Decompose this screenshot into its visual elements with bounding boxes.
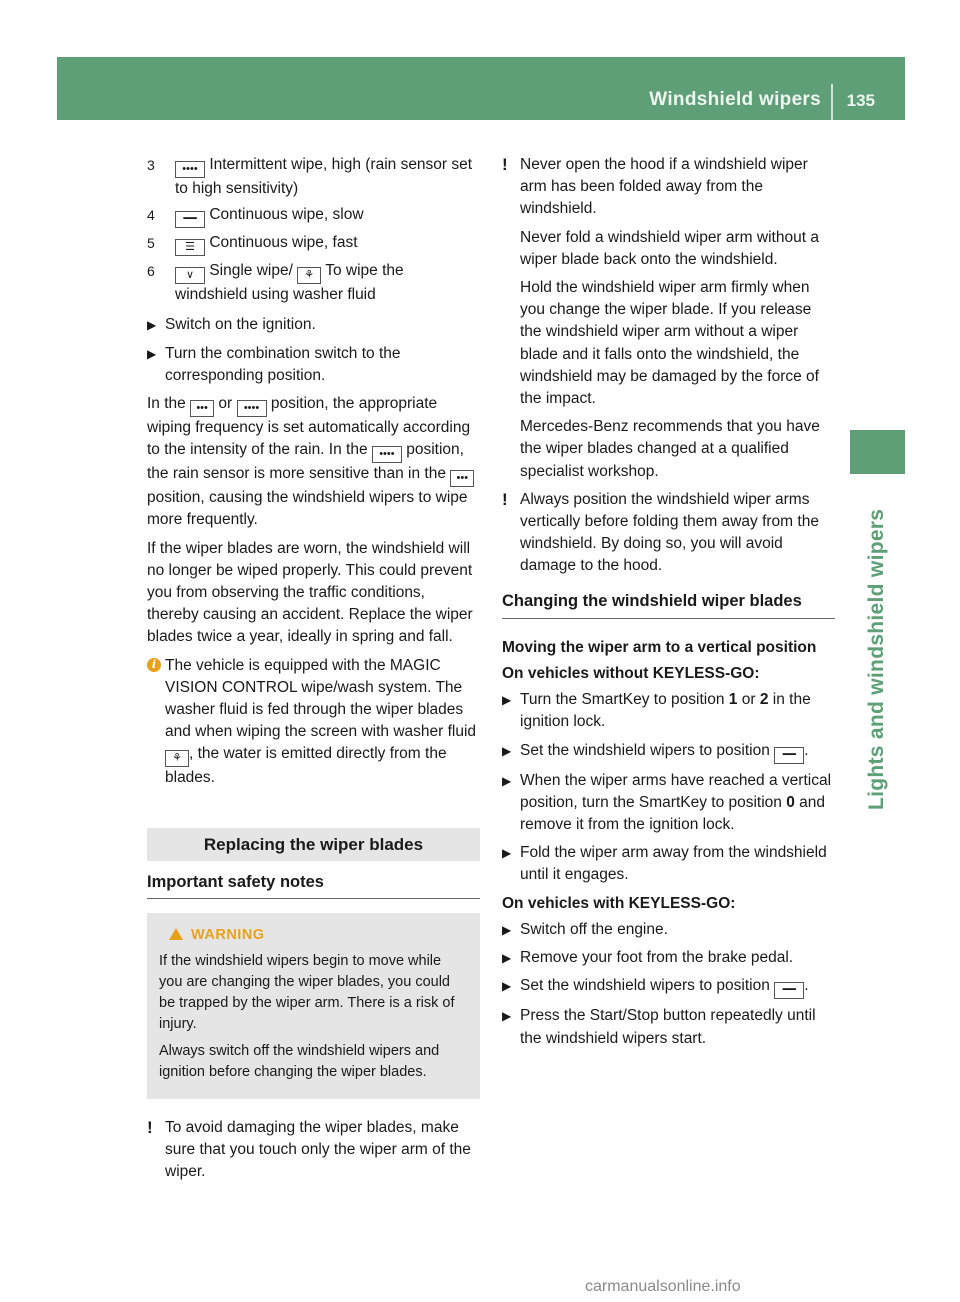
continuous-slow-icon: ━━	[774, 747, 804, 764]
step-arrow-icon: ▶	[502, 922, 512, 937]
step-arrow-icon: ▶	[502, 1009, 512, 1024]
step-text: Remove your foot from the brake pedal.	[520, 949, 794, 967]
text: position, causing the windshield wipers to wipe more frequently.	[147, 489, 468, 529]
text: In the	[147, 395, 186, 413]
step-arrow-icon: ▶	[502, 743, 512, 758]
page-header	[57, 57, 905, 120]
step-item	[147, 343, 480, 387]
step-text: Switch off the engine.	[520, 920, 668, 938]
page-number: 135	[846, 91, 875, 110]
step-arrow-icon: ▶	[502, 693, 512, 708]
step-text: Switch on the ignition.	[165, 316, 316, 334]
list-item	[147, 154, 480, 200]
step-item	[502, 770, 835, 837]
caution-icon: !	[502, 489, 508, 509]
section-heading: Changing the windshield wiper blades	[502, 590, 835, 619]
item-number: 5	[147, 235, 155, 252]
caution-icon: !	[502, 155, 508, 174]
chapter-side-label	[861, 480, 897, 810]
step-text: When the wiper arms have reached a vertical position, turn the SmartKey to position	[520, 771, 832, 811]
step-arrow-icon: ▶	[502, 979, 512, 994]
continuous-slow-icon: ━━	[175, 211, 205, 228]
warning-icon	[169, 928, 183, 940]
chapter-side-text: Lights and windshield wipers	[865, 508, 888, 810]
text: , the water is emitted directly from the blades.	[165, 745, 447, 787]
watermark: carmanualsonline.info	[585, 1278, 741, 1295]
caution-icon: !	[147, 1118, 153, 1138]
warning-text: If the windshield wipers begin to move while you are changing the wiper blades, you could be trapped by the wiper arm. There is a risk of injury.	[159, 953, 455, 1033]
list-item	[147, 232, 480, 256]
item-text: Continuous wipe, fast	[209, 234, 358, 252]
step-item	[502, 1005, 835, 1049]
list-item	[147, 204, 480, 228]
step-item	[502, 919, 835, 941]
single-wipe-icon: ∨	[175, 267, 205, 284]
note-text: Hold the windshield wiper arm firmly when you change the wiper blade. If you release the windshield wiper arm without a wiper blade and it falls onto the windshield, the windshield may be damaged by the force of the impact.	[520, 279, 819, 408]
intermittent-low-icon: •••	[450, 470, 474, 487]
item-text: Continuous wipe, slow	[209, 206, 364, 224]
item-text: Intermittent wipe, high (rain sensor set to high sensitivity)	[175, 156, 473, 197]
step-text: Fold the wiper arm away from the windshield until it engages.	[520, 844, 827, 884]
warning-label: WARNING	[191, 927, 265, 944]
text: or	[218, 395, 233, 413]
caution-note	[147, 1117, 480, 1184]
step-item	[502, 740, 835, 764]
step-text: .	[804, 977, 809, 995]
warning-title	[159, 925, 468, 946]
position-value: 0	[786, 793, 795, 811]
info-icon: i	[147, 658, 161, 672]
step-item	[502, 947, 835, 969]
text: The vehicle is equipped with the MAGIC VISION CONTROL wipe/wash system. The washer fluid is fed through the wiper blades and when wiping the screen with washer fluid	[165, 656, 477, 741]
section-heading: Replacing the wiper blades	[147, 828, 480, 861]
continuous-fast-icon: ☰	[175, 239, 205, 256]
note-text: Never open the hood if a windshield wiper arm has been folded away from the windshield.	[520, 156, 808, 218]
intermittent-high-icon: ••••	[175, 161, 205, 178]
note-text: Always position the windshield wiper arms vertically before folding them away from the windshield. By doing so, you will avoid damage to the hood.	[520, 490, 819, 575]
text: position, the appropriate wiping frequency is set automatically according to the intensity of the rain. In the	[147, 395, 471, 459]
step-text: Press the Start/Stop button repeatedly until the windshield wipers start.	[520, 1007, 816, 1047]
step-arrow-icon: ▶	[147, 318, 157, 333]
paragraph: If the wiper blades are worn, the windshield will no longer be wiped properly. This could prevent you from observing the traffic conditions, thereby causing an accident. Replace the wiper blades twice a year, ideally in spring and fall.	[147, 539, 473, 646]
step-arrow-icon: ▶	[147, 346, 157, 361]
info-note	[147, 655, 480, 790]
text: position, the rain sensor is more sensitive than in the	[147, 441, 464, 483]
left-column	[147, 154, 480, 1190]
warning-text: Always switch off the windshield wipers and ignition before changing the wiper blades.	[159, 1043, 440, 1081]
header-title: Windshield wipers	[649, 89, 821, 110]
item-text: Single wipe/	[209, 262, 293, 280]
step-item	[147, 314, 480, 336]
step-item	[502, 975, 835, 999]
step-item	[502, 842, 835, 886]
position-value: 2	[759, 691, 769, 709]
step-item	[502, 689, 835, 733]
position-value: 1	[728, 691, 738, 709]
item-number: 3	[147, 157, 155, 173]
caution-note	[502, 489, 835, 578]
step-text: in the ignition lock.	[520, 691, 811, 731]
step-text: .	[804, 741, 809, 759]
step-text: or	[741, 691, 756, 709]
note-text: Never fold a windshield wiper arm without a wiper blade back onto the windshield.	[520, 228, 819, 268]
subheading: On vehicles with KEYLESS-GO:	[502, 894, 736, 912]
step-text: Set the windshield wipers to position	[520, 741, 770, 759]
subheading: Important safety notes	[147, 871, 480, 899]
item-number: 4	[147, 207, 155, 224]
caution-note	[502, 154, 835, 483]
item-text: To wipe the windshield using washer fluid	[175, 262, 404, 304]
intermittent-low-icon: •••	[190, 400, 214, 417]
continuous-slow-icon: ━━	[774, 982, 804, 999]
washer-fluid-icon: ⚘	[297, 267, 321, 284]
subheading: On vehicles without KEYLESS-GO:	[502, 665, 760, 683]
step-arrow-icon: ▶	[502, 773, 512, 788]
step-text: and remove it from the ignition lock.	[520, 793, 826, 834]
step-arrow-icon: ▶	[502, 846, 512, 861]
step-arrow-icon: ▶	[502, 951, 512, 966]
item-number: 6	[147, 263, 155, 280]
chapter-tab-marker	[850, 430, 905, 474]
step-text: Turn the SmartKey to position	[520, 691, 725, 709]
subheading: Moving the wiper arm to a vertical position	[502, 638, 817, 656]
warning-box	[147, 913, 480, 1099]
note-text: Mercedes-Benz recommends that you have the wiper blades changed at a qualified specialist workshop.	[520, 418, 820, 480]
step-text: Turn the combination switch to the corresponding position.	[165, 344, 401, 384]
washer-fluid-icon: ⚘	[165, 750, 189, 767]
paragraph	[147, 393, 480, 532]
right-column	[502, 154, 835, 1056]
header-divider	[831, 84, 833, 120]
intermittent-high-icon: ••••	[372, 446, 402, 463]
note-text: To avoid damaging the wiper blades, make sure that you touch only the wiper arm of the wiper.	[165, 1119, 471, 1181]
step-text: Set the windshield wipers to position	[520, 977, 770, 995]
list-item	[147, 260, 480, 306]
intermittent-high-icon: ••••	[237, 400, 267, 417]
